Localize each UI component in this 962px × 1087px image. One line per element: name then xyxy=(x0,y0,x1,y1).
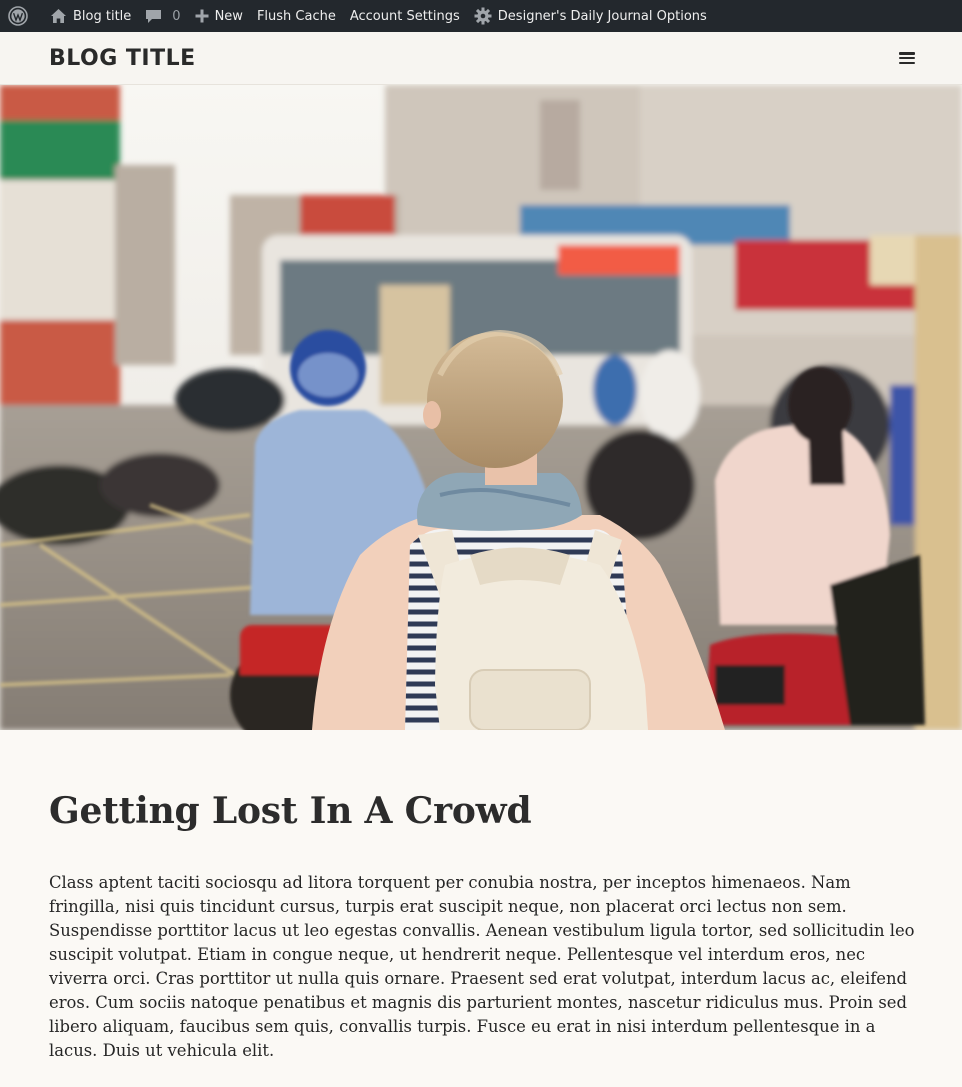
flush-cache-label: Flush Cache xyxy=(256,8,336,24)
theme-options-button[interactable] xyxy=(467,0,714,32)
comment-icon xyxy=(145,8,162,24)
site-name-label: Blog title xyxy=(73,8,132,24)
site-title[interactable]: BLOG TITLE xyxy=(49,45,196,71)
site-header xyxy=(0,32,962,85)
comments-link[interactable] xyxy=(138,0,187,32)
post-title: Getting Lost In A Crowd xyxy=(49,790,532,832)
gear-icon xyxy=(474,7,492,25)
post-body: Class aptent taciti sociosqu ad litora torquent per conubia nostra, per inceptos himenaeos. Nam fringilla, nisi quis tincidunt cursus, turpis erat suscipit neque, non placerat orci lectus non sem. Suspendisse porttitor lacus ut leo egestas convallis. Aenean vestibulum ligula tortor, sed sollicitudin leo suscipit volutpat. Etiam in congue neque, ut hendrerit neque. Pellentesque vel interdum eros, nec viverra orci. Cras porttitor ut nulla quis ornare. Praesent sed erat volutpat, interdum lacus ac, eleifend eros. Cum sociis natoque penatibus et magnis dis parturient montes, nascetur ridiculus mus. Proin sed libero aliquam, faucibus sem quis, convallis turpis. Fusce eu erat in nisi interdum pellentesque in a lacus. Duis ut vehicula elit. xyxy=(49,873,915,1060)
hero-image xyxy=(0,85,962,730)
account-settings-label: Account Settings xyxy=(349,8,460,24)
hamburger-icon[interactable] xyxy=(899,51,915,65)
comments-count: 0 xyxy=(172,8,181,24)
admin-bar xyxy=(0,0,962,32)
flush-cache-button[interactable] xyxy=(250,0,343,32)
wordpress-icon xyxy=(8,6,28,26)
plus-icon xyxy=(195,9,209,23)
account-settings-button[interactable] xyxy=(343,0,467,32)
new-label: New xyxy=(214,8,243,24)
site-name-link[interactable] xyxy=(43,0,138,32)
wordpress-menu-button[interactable] xyxy=(0,0,43,32)
home-icon xyxy=(50,8,67,24)
new-content-button[interactable] xyxy=(188,0,250,32)
theme-options-label: Designer's Daily Journal Options xyxy=(497,8,707,24)
